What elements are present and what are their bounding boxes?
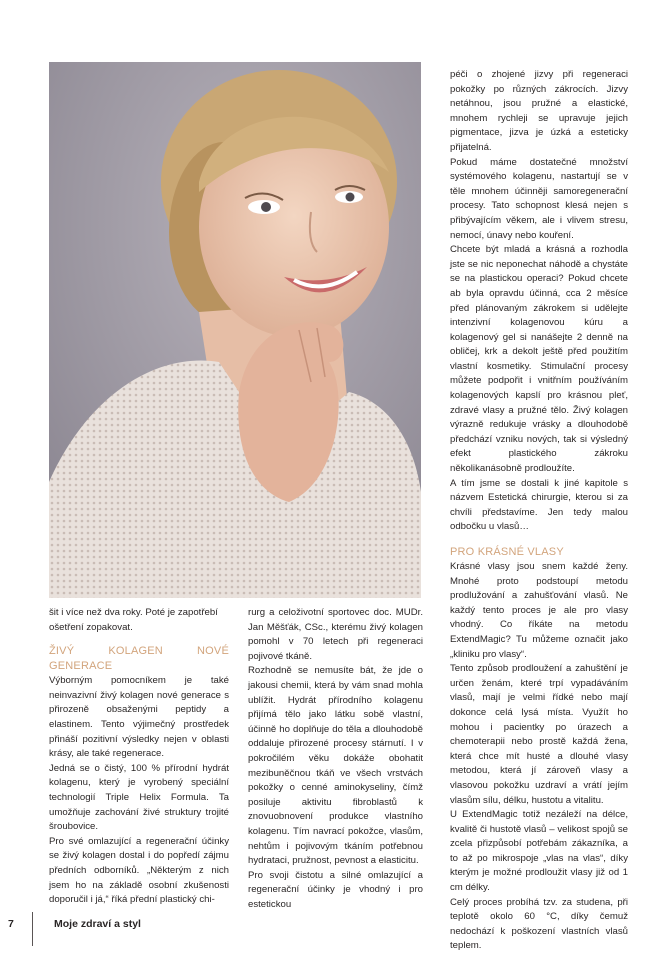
column-2: [248, 606, 423, 912]
paragraph: U ExtendMagic totiž nezáleží na délce, kvalitě či hustotě vlasů – velikost spojů se zcela přizpůsobí potřebám zákazníka, a to až po mikrospoje „vlas na vlas“, díky kterým je možné prodloužit vlasy již od 1 cm délky.: [450, 809, 628, 894]
magazine-title: Moje zdraví a styl: [54, 918, 141, 930]
paragraph: Chcete být mladá a krásná a rozhodla jste se nic neponechat náhodě a chystáte se na plastickou operaci? Pokud chcete ab byla opravdu účinná, cca 2 měsíce před plánovaným zákrokem si udělejte intenzivní kolagenovou kúru a kolagenový gel si nanášejte 2 denně na obličej, krk a dekolt ještě před použitím vlastní kosmetiky. Stimulační procesy můžete podpořit i vnitřním používáním kolagenových kapslí pro krásnou pleť, zdravé vlasy a pružné tělo. Živý kolagen výrazně redukuje vrásky a dlouhodobě předchází vzniku nových, tak si výsledný efekt plastického zákroku několikanásobně prodloužíte.: [450, 244, 628, 475]
section-heading: ŽIVÝ KOLAGEN NOVÉ GENERACE: [49, 645, 229, 673]
page-footer: [0, 912, 671, 942]
paragraph: Rozhodně se nemusíte bát, že jde o jakousi chemii, která by vám snad mohla ublížit. Hydrát přírodního kolagenu přijímá tělo jako látku sobě vlastní, účinně ho doplňuje do těla a dlouhodobě oddaluje přirozené procesy stárnutí. I v pokročilém věku dokáže obohatit mezibuněčnou tkáň ve všech vrstvách pokožky o cenné aminokyseliny, čímž posiluje aktivitu fibroblastů k znovuobnovení produkce vlastního kolagenu. Tím navrací pokožce, vlasům, nehtům i pojivovým tkáním potřebnou hydrataci, pružnost, pevnost a elasticitu.: [248, 665, 423, 867]
paragraph: rurg a celoživotní sportovec doc. MUDr. Jan Měšťák, CSc., kterému živý kolagen pomohl v 70 letech při regeneraci pojivové tkáně.: [248, 607, 423, 662]
column-3: [450, 68, 628, 954]
paragraph: Jedná se o čistý, 100 % přírodní hydrát kolagenu, který je vyrobený speciální technologií Triple Helix Formula. Ta umožňuje zachování živé struktury trojité šroubovice.: [49, 762, 229, 833]
column-1: [49, 606, 229, 908]
paragraph: Tento způsob prodloužení a zahuštění je určen ženám, které trpí vypadáváním vlasů, mají je velmi řídké nebo mají dokonce celá lysá místa. Využít ho mohou i pacientky po úrazech a chemoterapii nebo prostě každá žena, která chce mít husté a dlouhé vlasy metodou, která jí zároveň vlasy a vlasovou pokožku uzdraví a vrátí jejím vlasům sílu, délku, hustotu a vitalitu.: [450, 663, 628, 806]
paragraph: Pokud máme dostatečné množství systémového kolagenu, nastartují se v těle mnohem účinněji samoregenerační procesy. Tato schopnost klesá nejen s přibývajícím věkem, ale i vlivem stresu, nemocí, únavy nebo kouření.: [450, 156, 628, 241]
paragraph: A tím jsme se dostali k jiné kapitole s názvem Estetická chirurgie, kterou si za chvíli představíme. Jen tedy malou odbočku u vlasů…: [450, 477, 628, 533]
page-number: 7: [8, 918, 14, 930]
paragraph: Krásné vlasy jsou snem každé ženy. Mnohé proto podstoupí metodu prodlužování a zahušťování vlasů. Ne každý tento proces je ale pro vlasy vhodný. Co říkáte na metodu ExtendMagic? Tu můžeme označit jako „kliniku pro vlasy“.: [450, 561, 628, 660]
portrait-photo: [49, 62, 421, 598]
paragraph: Výborným pomocníkem je také neinvazivní živý kolagen nové generace s přirozeně obsaženými peptidy a elastinem. Tento výjimečný prostředek přináší pozitivní výsledky nejen v oblasti krásy, ale také regenerace.: [49, 675, 229, 760]
paragraph: Pro svoji čistotu a silné omlazující a regenerační účinky je vhodný i pro estetickou: [248, 869, 423, 910]
paragraph: péči o zhojené jizvy při regeneraci pokožky po různých zákrocích. Jizvy netáhnou, jsou pružné a elastické, mnohem rychleji se upravuje jejich pigmentace, jizva je úzká a esteticky přijatelná.: [450, 69, 628, 153]
lead-text: šit i více než dva roky. Poté je zapotřebí ošetření zopakovat.: [49, 607, 218, 633]
paragraph: Pro své omlazující a regenerační účinky se živý kolagen dostal i do popředí zájmu předních odborníků. „Některým z nich jsem ho na základě osobní zkušenosti doporučil i já,“ říká přední plastický chi-: [49, 835, 229, 906]
footer-divider: [32, 912, 33, 946]
paragraph: Celý proces probíhá tzv. za studena, při teplotě okolo 60 °C, díky čemuž nedochází k poškození vlastních vlasů teplem.: [450, 896, 628, 952]
section-heading: PRO KRÁSNÉ VLASY: [450, 546, 564, 558]
